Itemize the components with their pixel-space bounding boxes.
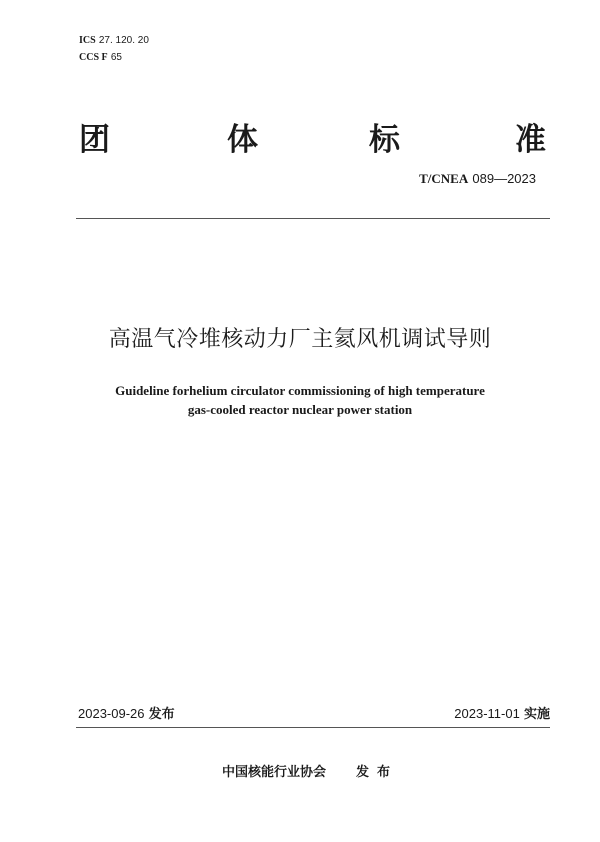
top-divider [76, 218, 550, 219]
standard-type-char: 体 [227, 122, 258, 158]
implement-word: 实施 [523, 707, 550, 722]
english-title-line-2: gas-cooled reactor nuclear power station [187, 402, 413, 417]
ics-label: ICS [79, 35, 96, 46]
standard-type-char: 准 [515, 122, 546, 158]
ics-value: 27. 120. 20 [98, 35, 149, 46]
implement-date-value: 2023-11-01 [454, 706, 520, 721]
standard-number [419, 170, 536, 189]
issuer-action: 发布 [356, 765, 399, 780]
publish-date [78, 705, 175, 724]
standard-type-char: 标 [369, 122, 400, 158]
ccs-code [79, 52, 122, 64]
standard-number-value: 089—2023 [472, 171, 536, 186]
standard-type-char: 团 [79, 122, 110, 158]
publish-word: 发布 [148, 707, 175, 722]
standard-number-prefix: T/CNEA [419, 171, 469, 186]
chinese-title: 高温气冷堆核动力厂主氦风机调试导则 [108, 327, 492, 352]
implement-date [454, 705, 550, 724]
publish-date-value: 2023-09-26 [78, 706, 145, 721]
issuer-name: 中国核能行业协会 [222, 765, 327, 780]
bottom-divider [76, 727, 550, 728]
ics-code [79, 35, 149, 47]
english-title-line-1: Guideline forhelium circulator commissioning of high temperature [115, 383, 485, 398]
ccs-value: 65 [110, 52, 122, 63]
standard-type-heading [79, 120, 551, 160]
ccs-label: CCS F [79, 52, 108, 63]
